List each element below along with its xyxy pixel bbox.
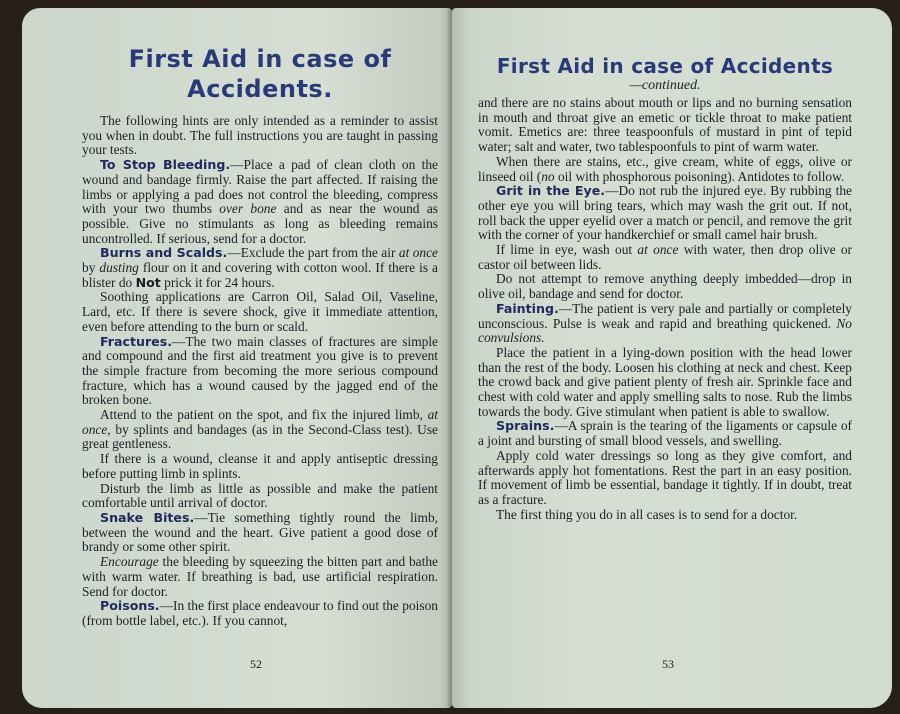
wound-paragraph: If there is a wound, cleanse it and apply antiseptic dressing before putting limb in splints. xyxy=(82,451,438,481)
section-heading: Fainting. xyxy=(496,300,559,316)
emphasis: Encourage xyxy=(100,554,159,570)
text: the bleeding by squeezing the bitten part and bathe with warm water. If breathing is bad, use artificial respiration. Send for doctor. xyxy=(82,554,438,599)
text: Attend to the patient on the spot, and fix the injured limb, xyxy=(100,407,428,423)
text: by xyxy=(82,260,100,276)
text: and as near the wound as possible. Give no stimulants as long as bleeding remains uncontrolled. If serious, send for a doctor. xyxy=(82,201,438,246)
section-heading: Snake Bites. xyxy=(100,509,195,525)
text: When there are stains, etc., give cream, white of eggs, olive or linseed oil ( xyxy=(478,153,852,184)
text: —The two main classes of fractures are simple and compound and the first aid treatment you give is to prevent the simple fracture from becoming the more serious compound fracture, which has a wound caused by the jagged end of the broken bone. xyxy=(82,333,438,408)
emphasis: dusting xyxy=(99,260,139,276)
emphasis: No convulsions. xyxy=(478,315,852,346)
cold-dressing-paragraph: Apply cold water dressings so long as they give comfort, and afterwards apply hot fomentations. Rest the part in an easy position. If movement of limb be essential, bandage it tightly. If in doubt, treat as a fracture. xyxy=(478,447,852,507)
fainting-paragraph xyxy=(478,302,852,346)
section-heading: Grit in the Eye. xyxy=(496,183,606,199)
snake-paragraph xyxy=(82,511,438,555)
burns-paragraph xyxy=(82,246,438,290)
soothing-paragraph: Soothing applications are Carron Oil, Salad Oil, Vaseline, Lard, etc. If there is severe shock, give it immediate attention, even before attending to the burn or scald. xyxy=(82,289,438,334)
emphasis: no xyxy=(541,168,555,184)
section-heading: Sprains. xyxy=(496,418,555,434)
section-heading: Fractures. xyxy=(100,333,172,349)
left-page xyxy=(22,8,452,708)
place-paragraph: Place the patient in a lying-down position with the head lower than the rest of the body. Loosen his clothing at neck and chest. Keep the crowd back and give patient plenty of fresh air. Sprinkle face and chest with cold water and apply smelling salts to nose. Rub the limbs towards the body. Give stimulant when patient is able to swallow. xyxy=(478,344,852,419)
page-number: 52 xyxy=(250,657,262,671)
text: —Do not rub the injured eye. By rubbing the other eye you will bring tears, which may wash the grit out. If not, roll back the upper eyelid over a match or pencil, and remove the grit with the corner of your handkerchief or small camel hair brush. xyxy=(478,183,852,243)
text: —In the first place endeavour to find out the poison (from bottle label, etc.). If you cannot, xyxy=(82,598,438,628)
attend-paragraph xyxy=(82,408,438,452)
sprains-paragraph xyxy=(478,419,852,448)
stains-paragraph xyxy=(478,155,852,184)
text: —The patient is very pale and partially or completely unconscious. Pulse is weak and rapid and breathing quickened. xyxy=(478,300,852,331)
section-heading: To Stop Bleeding. xyxy=(100,157,231,173)
text: oil with phosphorous poisoning). Antidotes to follow. xyxy=(554,168,845,184)
strong-text: Not xyxy=(135,274,161,290)
intro-paragraph: The following hints are only intended as a reminder to assist you when in doubt. The full instructions you are taught in passing your tests. xyxy=(82,113,438,158)
page-title: First Aid in case of Accidents. xyxy=(128,45,392,103)
lime-paragraph xyxy=(478,243,852,272)
first-thing-paragraph: The first thing you do in all cases is to send for a doctor. xyxy=(496,506,798,522)
bleeding-paragraph xyxy=(82,158,438,246)
text: with water, then drop olive or castor oil between lids. xyxy=(478,242,853,272)
page-title: First Aid in case of Accidents xyxy=(496,54,834,78)
grit-paragraph xyxy=(478,184,852,243)
text: If lime in eye, wash out xyxy=(496,242,638,258)
text: —A sprain is the tearing of the ligaments or capsule of a joint and bursting of small blood vessels, and swelling. xyxy=(478,418,852,449)
text: flour on it and covering with cotton wool. If there is a blister do xyxy=(82,260,438,290)
text: prick it for 24 hours. xyxy=(160,274,275,290)
page-number: 53 xyxy=(662,657,674,671)
text: —Tie something tightly round the limb, between the wound and the heart. Give patient a good dose of brandy or some other spirit. xyxy=(82,509,438,555)
section-heading: Poisons. xyxy=(100,598,160,614)
poisons-paragraph xyxy=(82,599,438,628)
fractures-paragraph xyxy=(82,335,438,409)
right-page xyxy=(452,8,892,708)
section-heading: Burns and Scalds. xyxy=(100,245,228,261)
emphasis: at once xyxy=(398,245,439,261)
continued-paragraph: and there are no stains about mouth or lips and no burning sensation in mouth and throat give an emetic or tickle throat to make patient vomit. Emetics are: three teaspoonfuls of mustard in pint of tepid water; salt and water, two tablespoonfuls to pint of warm water. xyxy=(478,95,852,155)
text: —Place a pad of clean cloth on the wound and bandage firmly. Raise the part affected. If raising the limbs or applying a pad does not control the bleeding, compress with your two thumbs xyxy=(82,157,438,217)
disturb-paragraph: Disturb the limb as little as possible and make the patient comfortable until arrival of doctor. xyxy=(82,480,438,511)
text: —Exclude the part from the air xyxy=(227,245,399,261)
emphasis: at once xyxy=(637,242,679,258)
page-subtitle: —continued. xyxy=(629,78,701,93)
emphasis: over bone xyxy=(219,201,277,217)
deeply-paragraph: Do not attempt to remove anything deeply imbedded—drop in olive oil, bandage and send for doctor. xyxy=(478,271,852,302)
text: by splints and bandages (as in the Second-Class test). Use great gentleness. xyxy=(82,421,438,452)
encourage-paragraph xyxy=(82,555,438,599)
emphasis: at once, xyxy=(82,407,438,437)
